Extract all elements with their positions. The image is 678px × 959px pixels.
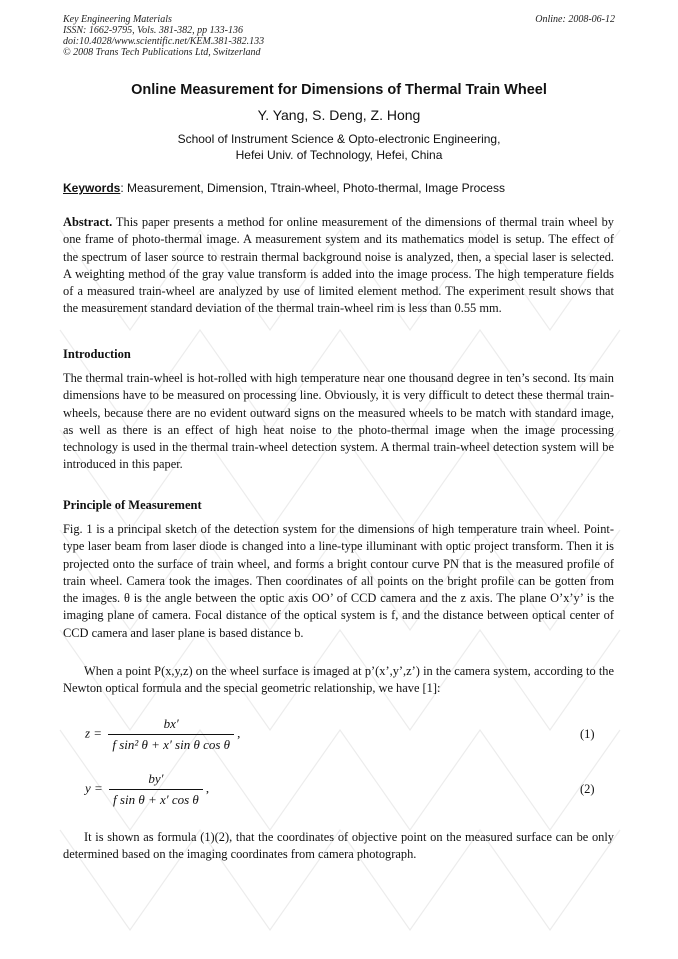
principle-paragraph-1: Fig. 1 is a principal sketch of the detection system for the dimensions of high temperature train wheel. Point-type laser beam from laser diode is changed into a line-type illuminant with optic project transform. Then it is projected onto the surface of train wheel, and forms a bright contour curve PN that is the measured profile of train wheel. Camera took the images. Then coordinates of all points on the bright profile can be gotten from the images. θ is the angle between the optic axis OO’ of CCD camera and the z axis. The plane O’x’y’ is the imaging plane of camera. Focal distance of the optical system is f, and the distance between optical center of CCD camera and laser plane is based distance b. (63, 522, 614, 640)
abstract-label: Abstract. (63, 215, 113, 229)
equation-2-fraction (109, 771, 203, 808)
abstract-text: This paper presents a method for online measurement of the dimensions of thermal train wheel by one frame of photo-thermal image. A measurement system and its mathematics model is setup. The effect of the spectrum of laser source to restrain thermal background noise is analyzed, then, a special laser is selected. A weighting method of the gray value transform is added into the image process. The high temperature fields of a measured train-wheel are analyzed by use of limited element method. The experiment result shows that the measurement standard deviation of the thermal train-wheel rim is less than 0.55 mm. (63, 215, 614, 316)
paper-authors: Y. Yang, S. Deng, Z. Hong (257, 107, 421, 123)
equation-1-lhs: z = (85, 725, 103, 741)
keywords-text: : Measurement, Dimension, Ttrain-wheel, Photo-thermal, Image Process (120, 181, 505, 195)
equation-1-numerator: bx′ (108, 716, 234, 735)
issn-line: ISSN: 1662-9795, Vols. 381-382, pp 133-136 (63, 25, 243, 36)
equation-2 (85, 771, 209, 808)
journal-header (63, 14, 615, 58)
principle-heading: Principle of Measurement (63, 498, 202, 512)
copyright-line: © 2008 Trans Tech Publications Ltd, Switzerland (63, 47, 261, 58)
equation-2-tail: , (205, 780, 210, 796)
keywords-label: Keywords (63, 181, 121, 195)
equation-2-number: (2) (580, 782, 595, 796)
equation-2-denominator: f sin θ + x′ cos θ (113, 792, 199, 807)
abstract (63, 214, 614, 318)
principle-paragraph-3: It is shown as formula (1)(2), that the coordinates of objective point on the measured surface can be only determined based on the imaging coordinates from camera photograph. (63, 830, 614, 862)
affiliation-line-1: School of Instrument Science & Opto-electronic Engineering, (177, 132, 501, 146)
introduction-text: The thermal train-wheel is hot-rolled with high temperature near one thousand degree in ten’s second. Its main dimensions have to be measured on processing line. Obviously, it is very difficult to detect these thermal train-wheels, because there are no evident outward signs on the measured wheels to be match with standard image, as well as there is an effect of high heat noise to the photo-thermal image when the image processing technology is used in the thermal train-wheel detection system. A thermal train-wheel detection system will be introduced in this paper. (63, 371, 614, 472)
paper-title: Online Measurement for Dimensions of Thermal Train Wheel (131, 82, 547, 98)
equation-2-numerator: by′ (109, 771, 203, 790)
equation-1-number: (1) (580, 727, 595, 741)
introduction-heading: Introduction (63, 347, 131, 361)
equation-1-tail: , (237, 725, 241, 741)
equation-1-denominator: f sin² θ + x′ sin θ cos θ (112, 737, 231, 752)
equation-2-lhs: y = (85, 780, 103, 796)
keywords (63, 181, 615, 195)
online-date: Online: 2008-06-12 (535, 14, 615, 25)
principle-paragraph-2: When a point P(x,y,z) on the wheel surface is imaged at p’(x’,y’,z’) in the camera system, according to the Newton optical formula and the special geometric relationship, we have [1]: (63, 664, 614, 696)
affiliation (0, 131, 678, 163)
journal-name: Key Engineering Materials (63, 14, 172, 25)
doi-line: doi:10.4028/www.scientific.net/KEM.381-382.133 (63, 36, 265, 47)
equation-1-fraction (108, 716, 234, 753)
equation-1 (85, 716, 240, 753)
affiliation-line-2: Hefei Univ. of Technology, Hefei, China (235, 148, 443, 162)
